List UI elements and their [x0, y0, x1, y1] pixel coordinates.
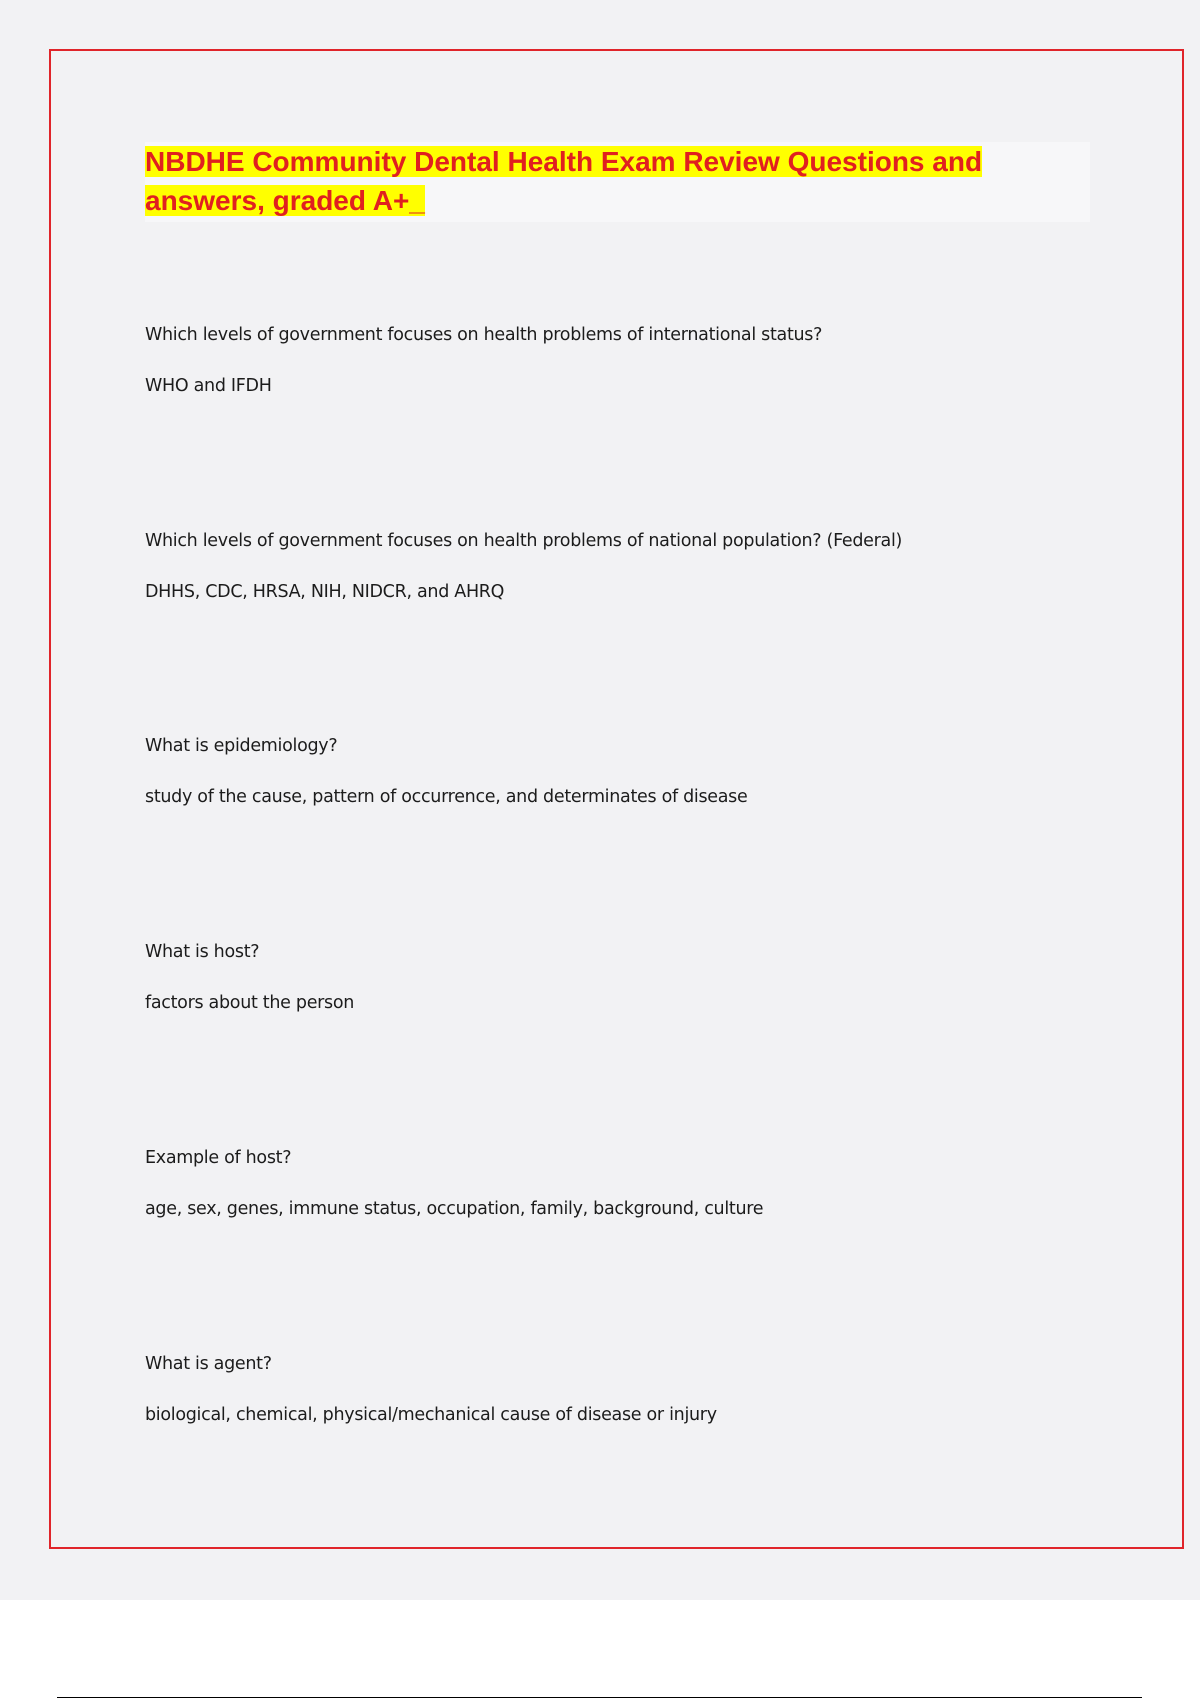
answer-text: factors about the person — [145, 993, 355, 1013]
question-text: Example of host? — [145, 1148, 292, 1168]
question-text: What is agent? — [145, 1354, 272, 1374]
document-title-line-1: NBDHE Community Dental Health Exam Review Questions and — [145, 146, 983, 177]
answer-text: study of the cause, pattern of occurrence, and determinates of disease — [145, 787, 748, 807]
answer-text: WHO and IFDH — [145, 376, 272, 396]
answer-text: DHHS, CDC, HRSA, NIH, NIDCR, and AHRQ — [145, 582, 505, 602]
answer-text: biological, chemical, physical/mechanical cause of disease or injury — [145, 1405, 717, 1425]
question-text: What is host? — [145, 942, 260, 962]
document-title-line-2: answers, graded A+_ — [145, 185, 425, 216]
document-title-block — [145, 142, 1090, 222]
question-text: Which levels of government focuses on health problems of international status? — [145, 325, 823, 345]
question-text: What is epidemiology? — [145, 736, 338, 756]
document-title — [145, 142, 1090, 220]
question-text: Which levels of government focuses on health problems of national population? (Federal) — [145, 531, 903, 551]
answer-text: age, sex, genes, immune status, occupation, family, background, culture — [145, 1199, 764, 1219]
footer-divider — [57, 1697, 1142, 1698]
